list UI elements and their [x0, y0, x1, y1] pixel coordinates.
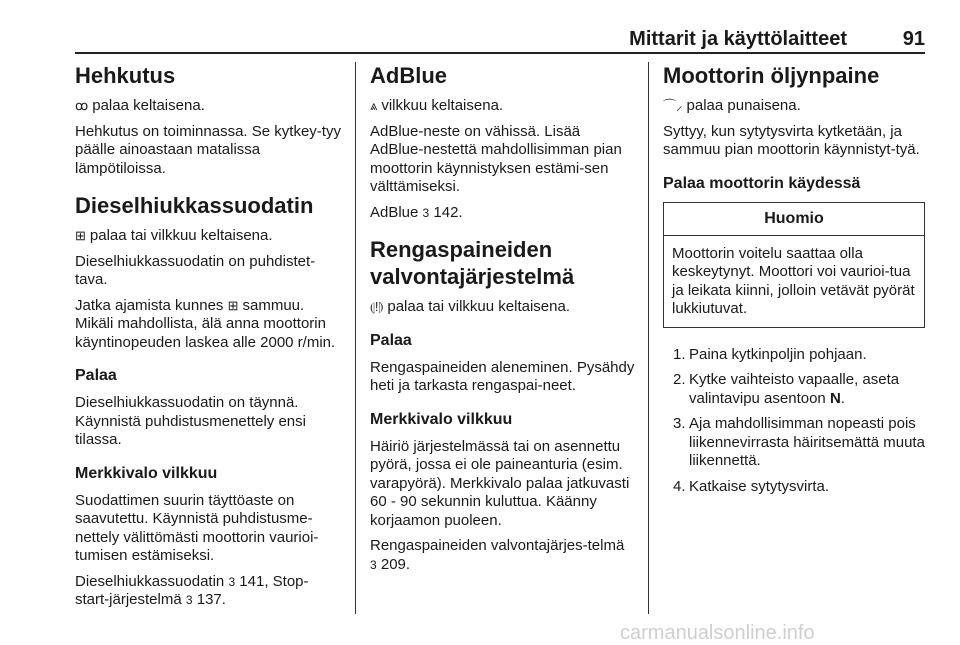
section-title: Mittarit ja käyttölaitteet [629, 28, 847, 50]
page-number: 91 [902, 28, 925, 50]
step-number: 2. [673, 371, 686, 388]
text: Dieselhiukkassuodatin [75, 572, 225, 590]
reference-arrow-icon: 3 [185, 593, 193, 607]
indicator-text: palaa punaisena. [686, 97, 801, 114]
heading-hehkutus: Hehkutus [75, 63, 176, 88]
merkkivalo-text: Suodattimen suurin täyttöaste on saavutettu. Käynnistä puhdistusme-nettely välittömästi moottorin vaurioi-tumisen estämiseksi. [75, 491, 319, 564]
indicator-text: palaa tai vilkkuu keltaisena. [89, 227, 273, 244]
step-number: 3. [673, 415, 686, 432]
diesel-text: Dieselhiukkassuodatin on puhdistet-tava. [75, 252, 316, 288]
list-item [663, 415, 925, 471]
text: 209. [380, 555, 411, 573]
caution-box [663, 202, 925, 328]
column-divider [648, 62, 649, 614]
oljy-text: Syttyy, kun sytytysvirta kytketään, ja sammuu pian moottorin käynnistyt-tyä. [663, 122, 920, 158]
text: sammuu. Mikäli mahdollista, älä anna moottorin käyntinopeuden laskea alle 2000 r/min. [75, 296, 336, 351]
hehkutus-text: Hehkutus on toiminnassa. Se kytkey-tyy päälle ainoastaan matalissa lämpötiloissa. [75, 122, 341, 177]
heading-palaa: Palaa [75, 367, 117, 384]
hehkutus-indicator [75, 97, 345, 116]
step-text: Aja mahdollisimman nopeasti pois liikennevirrasta häiritsemättä muuta liikennettä. [689, 415, 925, 469]
heading-renkaat: Rengaspaineiden valvontajärjestelmä [370, 237, 575, 289]
particle-filter-icon: ⊞ [75, 228, 86, 243]
heading-diesel: Dieselhiukkassuodatin [75, 193, 314, 218]
step-number: 4. [673, 477, 686, 495]
gear-position: N [829, 389, 841, 407]
text: Rengaspaineiden valvontajärjes-telmä [370, 537, 625, 554]
merkkivalo-text: Häiriö järjestelmässä tai on asennettu pyörä, jossa ei ole paineanturia (esim. varapyörä). Merkkivalo palaa jatkuvasti 60 - 90 sekunnin kuluttua. Käänny korjaamon puoleen. [370, 437, 630, 529]
cross-reference [370, 537, 635, 574]
reference-arrow-icon: 3 [422, 205, 430, 220]
oljy-indicator [663, 97, 925, 116]
steps-list [663, 346, 925, 497]
adblue-icon: ⩓ [370, 98, 378, 113]
cross-reference [75, 573, 345, 610]
page-header [75, 28, 925, 48]
step-text: Paina kytkinpoljin pohjaan. [689, 345, 867, 363]
heading-merkkivalo: Merkkivalo vilkkuu [75, 464, 218, 482]
text: 142. [433, 203, 463, 221]
text: AdBlue [370, 203, 419, 221]
reference-arrow-icon: 3 [370, 557, 377, 572]
tire-pressure-icon: ⦇!⦈ [370, 299, 384, 314]
caution-title: Huomio [664, 203, 924, 236]
palaa-text: Rengaspaineiden aleneminen. Pysähdy heti ja tarkasta rengaspai-neet. [370, 358, 635, 394]
particle-filter-icon: ⊞ [227, 297, 239, 313]
renkaat-indicator [370, 298, 635, 317]
text: start-järjestelmä [75, 591, 182, 608]
reference-arrow-icon: 3 [228, 574, 236, 589]
column-2 [370, 62, 635, 581]
heading-oljynpaine: Moottorin öljynpaine [663, 63, 880, 88]
glow-plug-icon: ꝏ [75, 98, 89, 113]
step-text: . [840, 389, 845, 407]
caution-text: Moottorin voitelu saattaa olla keskeytynyt. Moottori voi vaurioi-tua ja leikata kiinni, jolloin vetävät pyörät lukkiutuvat. [672, 244, 915, 317]
indicator-text: palaa tai vilkkuu keltaisena. [387, 298, 570, 315]
adblue-indicator [370, 97, 635, 116]
watermark: carmanualsonline.info [620, 622, 815, 644]
adblue-text: AdBlue-neste on vähissä. Lisää AdBlue-nestettä mahdollisimman pian moottorin käynnistyksen estämi-sen välttämiseksi. [370, 122, 622, 195]
indicator-text: vilkkuu keltaisena. [381, 97, 504, 114]
heading-merkkivalo: Merkkivalo vilkkuu [370, 410, 513, 428]
text: 141, Stop- [239, 572, 309, 590]
diesel-indicator [75, 227, 345, 246]
heading-adblue: AdBlue [370, 63, 447, 88]
column-3 [663, 62, 925, 503]
list-item [663, 478, 925, 497]
step-number: 1. [673, 345, 686, 363]
text: 137. [196, 591, 226, 608]
diesel-text-2 [75, 297, 345, 353]
text: Jatka ajamista kunnes [75, 296, 224, 314]
heading-palaa: Palaa [370, 331, 412, 349]
header-rule [75, 52, 925, 54]
indicator-text: palaa keltaisena. [92, 97, 205, 114]
step-text: Katkaise sytytysvirta. [689, 477, 830, 495]
heading-kaydessa: Palaa moottorin käydessä [663, 174, 861, 192]
step-text: Kytke vaihteisto vapaalle, aseta valintavipu asentoon [689, 371, 900, 407]
palaa-text: Dieselhiukkassuodatin on täynnä. Käynnistä puhdistusmenettely ensi tilassa. [75, 394, 306, 448]
column-divider [355, 62, 356, 614]
list-item [663, 371, 925, 408]
column-1 [75, 62, 345, 617]
list-item [663, 346, 925, 365]
oil-can-icon: ⌒⸝ [663, 98, 683, 113]
adblue-reference [370, 204, 635, 223]
